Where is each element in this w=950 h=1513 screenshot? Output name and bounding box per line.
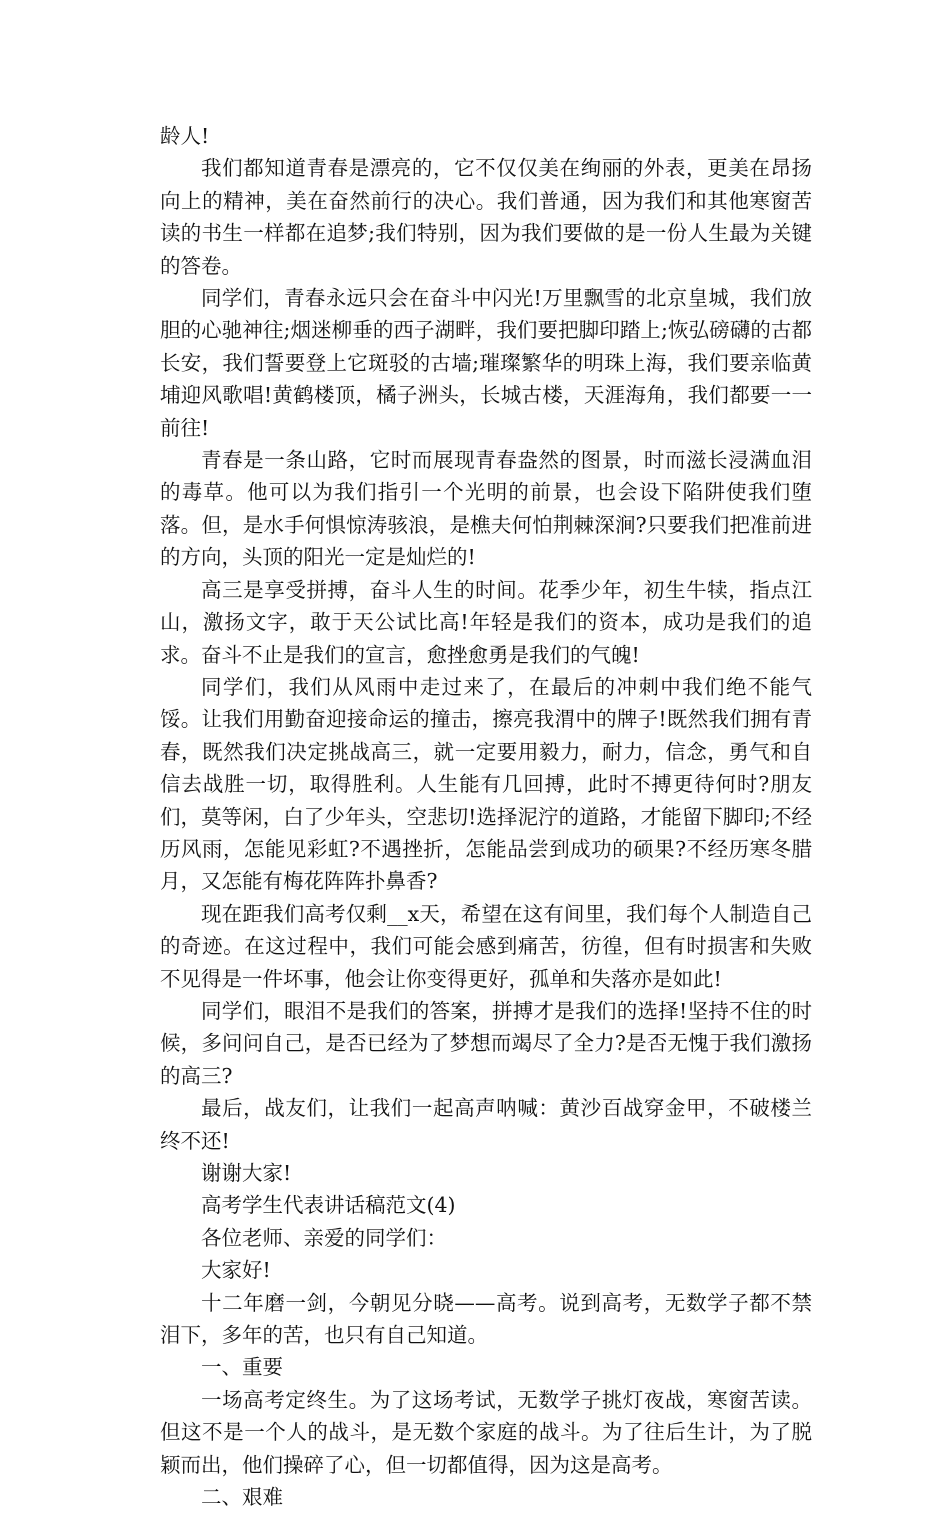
section-heading: 二、艰难 xyxy=(201,1485,283,1510)
paragraph: 青春是一条山路，它时而展现青春盎然的图景，时而滋长浸满血泪的毒草。他可以为我们指引一个光明的前景，也会设下陷阱使我们堕落。但，是水手何惧惊涛骇浪，是樵夫何怕荆棘深涧?只要我们把准前进的方向，头顶的阳光一定是灿烂的! xyxy=(160,448,812,570)
paragraph: 十二年磨一剑，今朝见分晓——高考。说到高考，无数学子都不禁泪下，多年的苦，也只有自己知道。 xyxy=(160,1290,812,1348)
section-heading: 一、重要 xyxy=(201,1355,283,1380)
paragraph: 同学们，青春永远只会在奋斗中闪光!万里飘雪的北京皇城，我们放胆的心驰神往;烟迷柳垂的西子湖畔，我们要把脚印踏上;恢弘磅礴的古都长安，我们誓要登上它斑驳的古墙;璀璨繁华的明珠上海，我们要亲临黄埔迎风歌唱!黄鹤楼顶，橘子洲头，长城古楼，天涯海角，我们都要一一前往! xyxy=(160,286,812,440)
paragraph: 一场高考定终生。为了这场考试，无数学子挑灯夜战，寒窗苦读。但这不是一个人的战斗，是无数个家庭的战斗。为了往后生计，为了脱颖而出，他们操碎了心，但一切都值得，因为这是高考。 xyxy=(160,1387,812,1477)
paragraph: 最后，战友们，让我们一起高声呐喊：黄沙百战穿金甲，不破楼兰终不还! xyxy=(160,1096,812,1153)
paragraph: 同学们，我们从风雨中走过来了，在最后的冲刺中我们绝不能气馁。让我们用勤奋迎接命运的撞击，擦亮我渭中的牌子!既然我们拥有青春，既然我们决定挑战高三，就一定要用毅力，耐力，信念，勇气和自信去战胜一切，取得胜利。人生能有几回搏，此时不搏更待何时?朋友们，莫等闲，白了少年头，空悲切!选择泥泞的道路，才能留下脚印;不经历风雨，怎能见彩虹?不遇挫折，怎能品尝到成功的硕果?不经历寒冬腊月，又怎能有梅花阵阵扑鼻香? xyxy=(160,674,812,894)
paragraph: 高三是享受拼搏，奋斗人生的时间。花季少年，初生牛犊，指点江山，激扬文字，敢于天公试比高!年轻是我们的资本，成功是我们的追求。奋斗不止是我们的宣言，愈挫愈勇是我们的气魄! xyxy=(160,577,812,667)
paragraph: 同学们，眼泪不是我们的答案，拼搏才是我们的选择!坚持不住的时候，多问问自己，是否已经为了梦想而竭尽了全力?是否无愧于我们激扬的高三? xyxy=(160,998,812,1088)
salutation: 各位老师、亲爱的同学们： xyxy=(201,1225,447,1250)
section-title: 高考学生代表讲话稿范文(4) xyxy=(201,1193,456,1218)
closing-line: 谢谢大家! xyxy=(201,1161,292,1185)
paragraph-continuation: 龄人! xyxy=(160,124,210,148)
paragraph: 我们都知道青春是漂亮的，它不仅仅美在绚丽的外表，更美在昂扬向上的精神，美在奋然前行的决心。我们普通，因为我们和其他寒窗苦读的书生一样都在追梦;我们特别，因为我们要做的是一份人生最为关键的答卷。 xyxy=(160,156,812,278)
greeting: 大家好! xyxy=(201,1258,271,1283)
paragraph: 现在距我们高考仅剩__x天，希望在这有间里，我们每个人制造自己的奇迹。在这过程中，我们可能会感到痛苦，彷徨，但有时损害和失败不见得是一件坏事，他会让你变得更好，孤单和失落亦是如此! xyxy=(160,901,812,991)
document-body xyxy=(160,120,812,1513)
